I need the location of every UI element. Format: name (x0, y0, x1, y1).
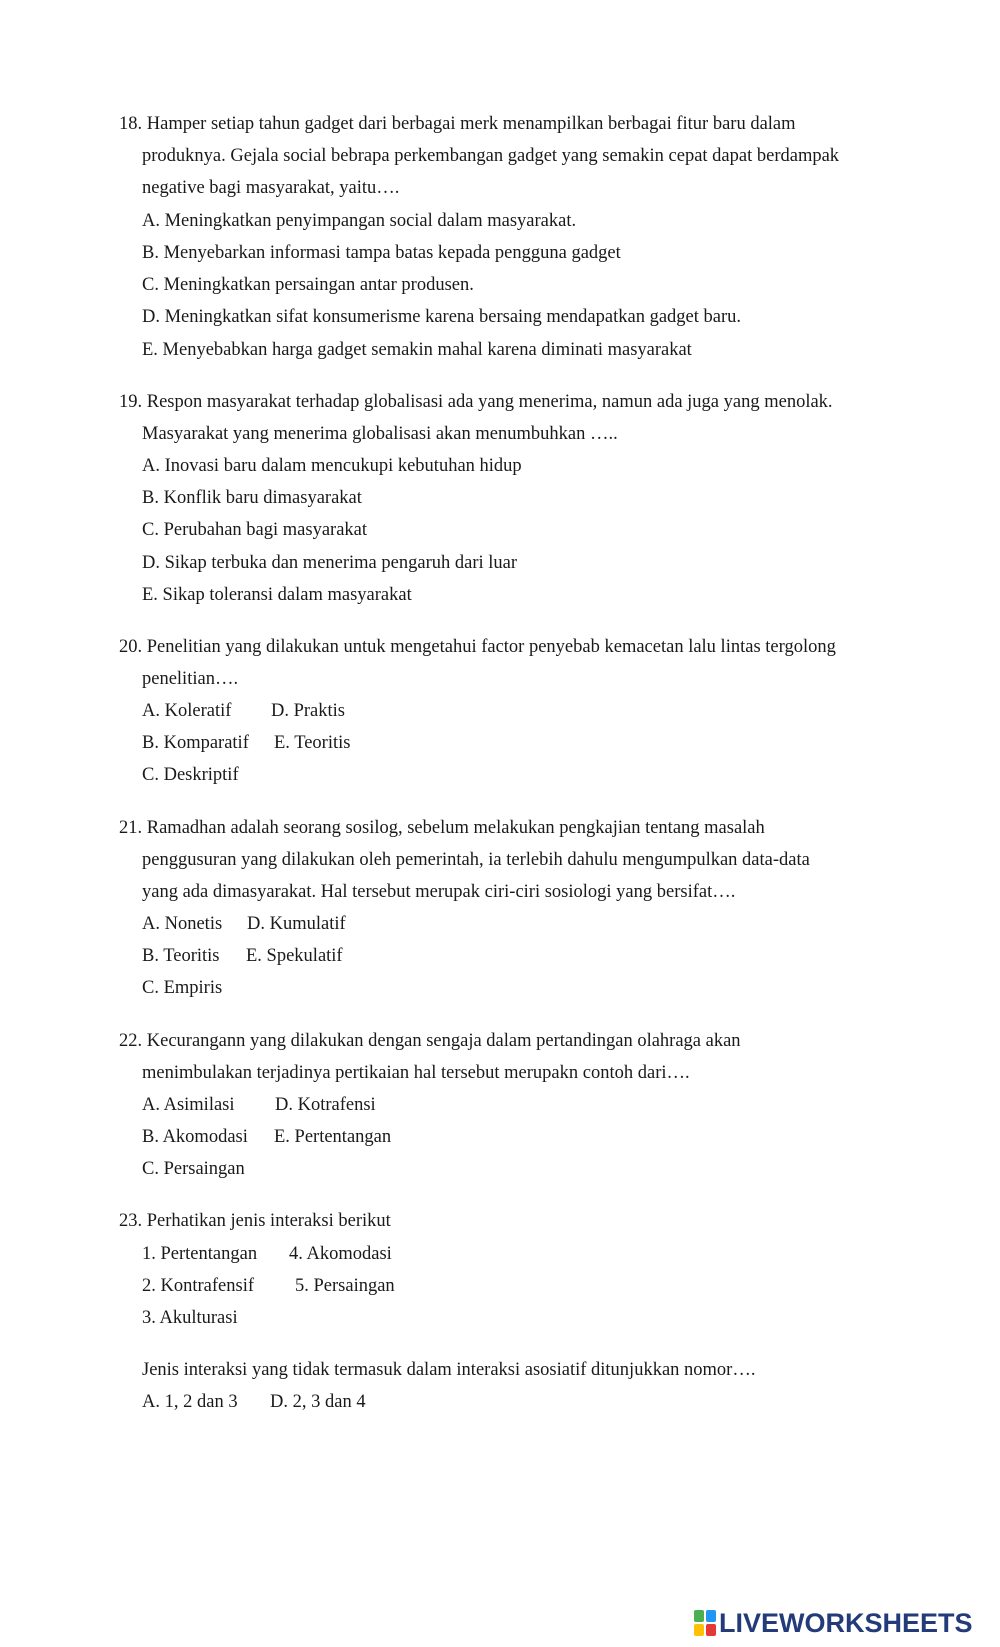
question-23-option-row-1 (142, 1392, 366, 1412)
question-21-option-row-1 (142, 914, 346, 934)
question-18-line-1: 18. Hamper setiap tahun gadget dari berbagai merk menampilkan berbagai fitur baru dalam (119, 114, 796, 134)
question-22-option-e: E. Pertentangan (274, 1127, 392, 1147)
question-18-option-e: E. Menyebabkan harga gadget semakin mahal karena diminati masyarakat (142, 340, 692, 360)
question-21-option-row-3 (142, 979, 222, 998)
question-21-line-3: yang ada dimasyarakat. Hal tersebut merupak ciri-ciri sosiologi yang bersifat…. (142, 882, 736, 902)
question-18-option-d: D. Meningkatkan sifat konsumerisme karena bersaing mendapatkan gadget baru. (142, 307, 742, 327)
question-20-option-row-3 (142, 766, 239, 785)
question-22-option-d: D. Kotrafensi (275, 1095, 376, 1115)
question-23-list-item-2: 2. Kontrafensif (142, 1276, 254, 1296)
question-19-option-a: A. Inovasi baru dalam mencukupi kebutuhan hidup (142, 456, 522, 476)
question-23-line-1: 23. Perhatikan jenis interaksi berikut (119, 1211, 391, 1231)
question-23-list-row-1 (142, 1244, 392, 1264)
question-19-option-e: E. Sikap toleransi dalam masyarakat (142, 585, 412, 605)
question-23-stem: Jenis interaksi yang tidak termasuk dalam interaksi asosiatif ditunjukkan nomor…. (142, 1360, 756, 1380)
question-22-option-a: A. Asimilasi (142, 1095, 235, 1115)
question-19-option-d: D. Sikap terbuka dan menerima pengaruh dari luar (142, 553, 518, 573)
question-22-line-2: menimbulakan terjadinya pertikaian hal tersebut merupakn contoh dari…. (142, 1063, 690, 1083)
question-21-option-c: C. Empiris (142, 978, 223, 998)
liveworksheets-logo (694, 1608, 973, 1638)
question-23-list-item-1: 1. Pertentangan (142, 1244, 258, 1264)
question-20-option-b: B. Komparatif (142, 733, 249, 753)
liveworksheets-logo-text: LIVEWORKSHEETS (719, 1607, 973, 1638)
question-19-option-b: B. Konflik baru dimasyarakat (142, 488, 362, 508)
question-23-list-row-2 (142, 1276, 395, 1296)
question-23-list-item-5: 5. Persaingan (295, 1276, 395, 1296)
question-18-line-3: negative bagi masyarakat, yaitu…. (142, 178, 400, 198)
question-19-option-c: C. Perubahan bagi masyarakat (142, 520, 368, 540)
question-22-option-row-3 (142, 1160, 245, 1179)
question-20-line-2: penelitian…. (142, 669, 239, 689)
question-18-option-a: A. Meningkatkan penyimpangan social dalam masyarakat. (142, 211, 577, 231)
logo-square-4 (706, 1624, 716, 1636)
question-23-list-row-3 (142, 1309, 238, 1328)
question-20-option-e: E. Teoritis (274, 733, 351, 753)
logo-square-3 (694, 1624, 704, 1636)
question-21-line-1: 21. Ramadhan adalah seorang sosilog, sebelum melakukan pengkajian tentang masalah (119, 818, 765, 838)
question-20-option-d: D. Praktis (271, 701, 345, 721)
question-19-line-2: Masyarakat yang menerima globalisasi akan menumbuhkan ….. (142, 424, 618, 444)
question-18-option-b: B. Menyebarkan informasi tampa batas kepada pengguna gadget (142, 243, 621, 263)
question-21-option-a: A. Nonetis (142, 914, 223, 934)
question-20-option-c: C. Deskriptif (142, 765, 239, 785)
question-22-line-1: 22. Kecurangann yang dilakukan dengan sengaja dalam pertandingan olahraga akan (119, 1031, 741, 1051)
question-22-option-row-2 (142, 1127, 392, 1147)
question-18-option-c: C. Meningkatkan persaingan antar produsen. (142, 275, 474, 295)
question-20-option-row-2 (142, 733, 351, 753)
question-21-option-d: D. Kumulatif (247, 914, 346, 934)
question-20-option-row-1 (142, 701, 345, 721)
question-21-option-row-2 (142, 946, 343, 966)
question-20-line-1: 20. Penelitian yang dilakukan untuk mengetahui factor penyebab kemacetan lalu lintas tergolong (119, 637, 836, 657)
question-19-line-1: 19. Respon masyarakat terhadap globalisasi ada yang menerima, namun ada juga yang menolak. (119, 392, 833, 412)
liveworksheets-logo-icon (694, 1610, 716, 1636)
question-20-option-a: A. Koleratif (142, 701, 232, 721)
question-23-list-item-3: 3. Akulturasi (142, 1308, 238, 1328)
logo-square-1 (694, 1610, 704, 1622)
question-23-option-a: A. 1, 2 dan 3 (142, 1392, 238, 1412)
question-22-option-b: B. Akomodasi (142, 1127, 248, 1147)
question-21-option-e: E. Spekulatif (246, 946, 343, 966)
question-18-line-2: produknya. Gejala social bebrapa perkembangan gadget yang semakin cepat dapat berdampak (142, 146, 840, 166)
question-22-option-row-1 (142, 1095, 376, 1115)
question-21-line-2: penggusuran yang dilakukan oleh pemerintah, ia terlebih dahulu mengumpulkan data-data (142, 850, 810, 870)
question-23-option-d: D. 2, 3 dan 4 (270, 1392, 366, 1412)
question-21-option-b: B. Teoritis (142, 946, 220, 966)
logo-square-2 (706, 1610, 716, 1622)
question-23-list-item-4: 4. Akomodasi (289, 1244, 392, 1264)
question-22-option-c: C. Persaingan (142, 1159, 245, 1179)
